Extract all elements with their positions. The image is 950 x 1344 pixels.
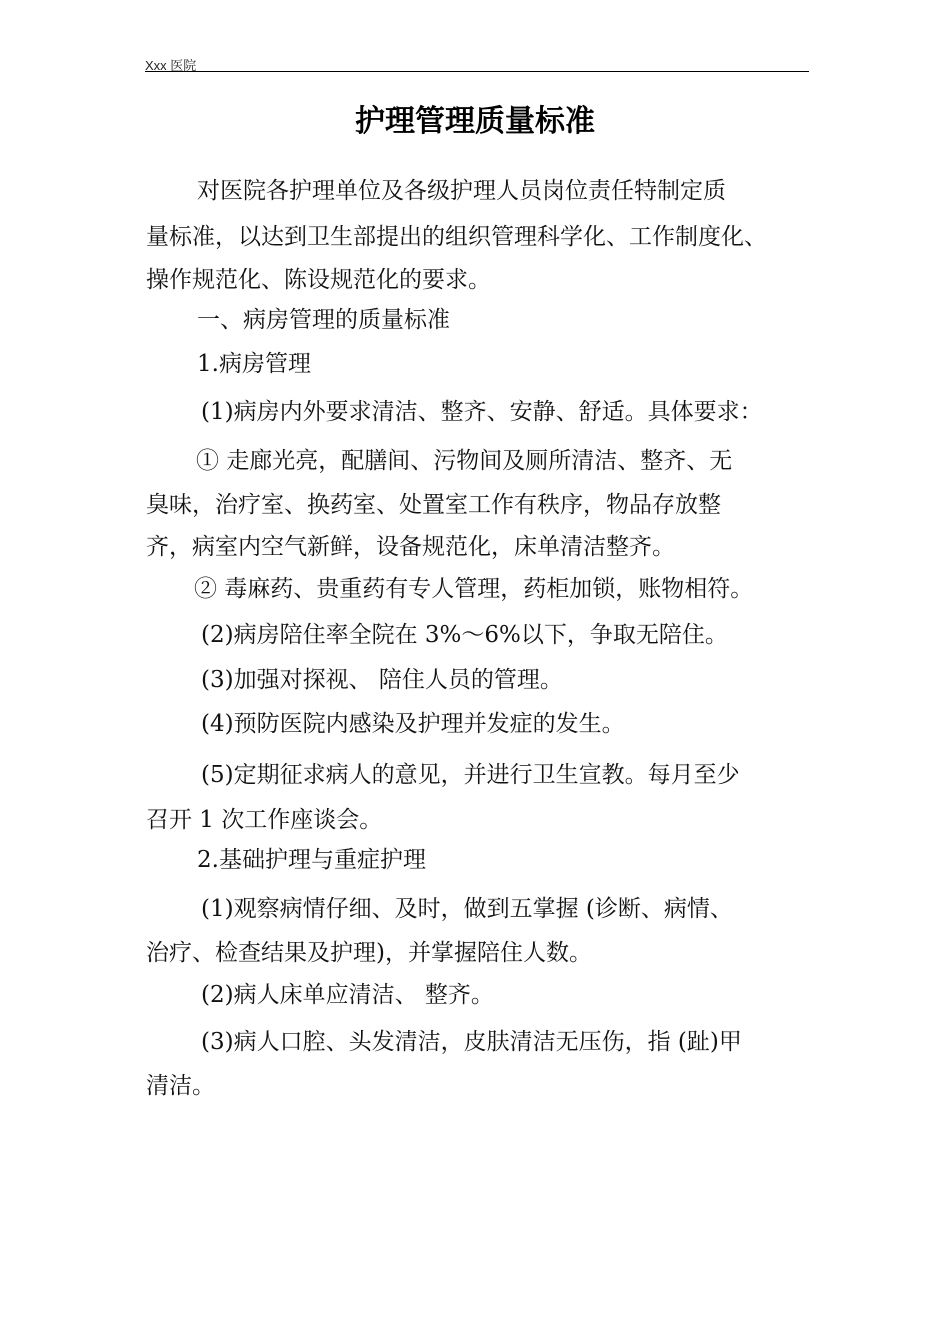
section-heading: 一、病房管理的质量标准 — [197, 307, 450, 333]
body-line: (2)病人床单应清洁、 整齐。 — [201, 982, 494, 1008]
body-line: 量标准，以达到卫生部提出的组织管理科学化、工作制度化、 — [146, 224, 767, 250]
body-line: 清洁。 — [146, 1073, 215, 1099]
body-line: (3)病人口腔、头发清洁，皮肤清洁无压伤，指 (趾)甲 — [201, 1029, 742, 1055]
body-line: (5)定期征求病人的意见，并进行卫生宣教。每月至少 — [201, 762, 740, 788]
body-line: 臭味，治疗室、换药室、处置室工作有秩序，物品存放整 — [146, 492, 721, 518]
header-divider — [145, 71, 809, 72]
body-line: (3)加强对探视、 陪住人员的管理。 — [201, 667, 563, 693]
body-line: 治疗、检查结果及护理)，并掌握陪住人数。 — [146, 940, 592, 966]
body-line: (1)观察病情仔细、及时，做到五掌握 (诊断、病情、 — [201, 896, 733, 922]
subsection-heading: 2.基础护理与重症护理 — [197, 847, 426, 873]
body-line: 召开 1 次工作座谈会。 — [146, 807, 383, 833]
body-line: (4)预防医院内感染及护理并发症的发生。 — [201, 711, 625, 737]
body-line: 操作规范化、陈设规范化的要求。 — [146, 267, 491, 293]
body-line: ① 走廊光亮，配膳间、污物间及厕所清洁、整齐、无 — [196, 448, 733, 474]
subsection-heading: 1.病房管理 — [197, 351, 311, 377]
body-line: 对医院各护理单位及各级护理人员岗位责任特制定质 — [197, 178, 726, 204]
document-title: 护理管理质量标准 — [355, 104, 595, 139]
body-line: (2)病房陪住率全院在 3%～6%以下，争取无陪住。 — [201, 622, 728, 648]
body-line: 齐，病室内空气新鲜，设备规范化，床单清洁整齐。 — [146, 534, 675, 560]
body-line: ② 毒麻药、贵重药有专人管理，药柜加锁，账物相符。 — [194, 576, 754, 602]
body-line: (1)病房内外要求清洁、整齐、安静、舒适。具体要求： — [201, 399, 763, 425]
header-hospital-name: Xxx 医院 — [145, 58, 197, 73]
